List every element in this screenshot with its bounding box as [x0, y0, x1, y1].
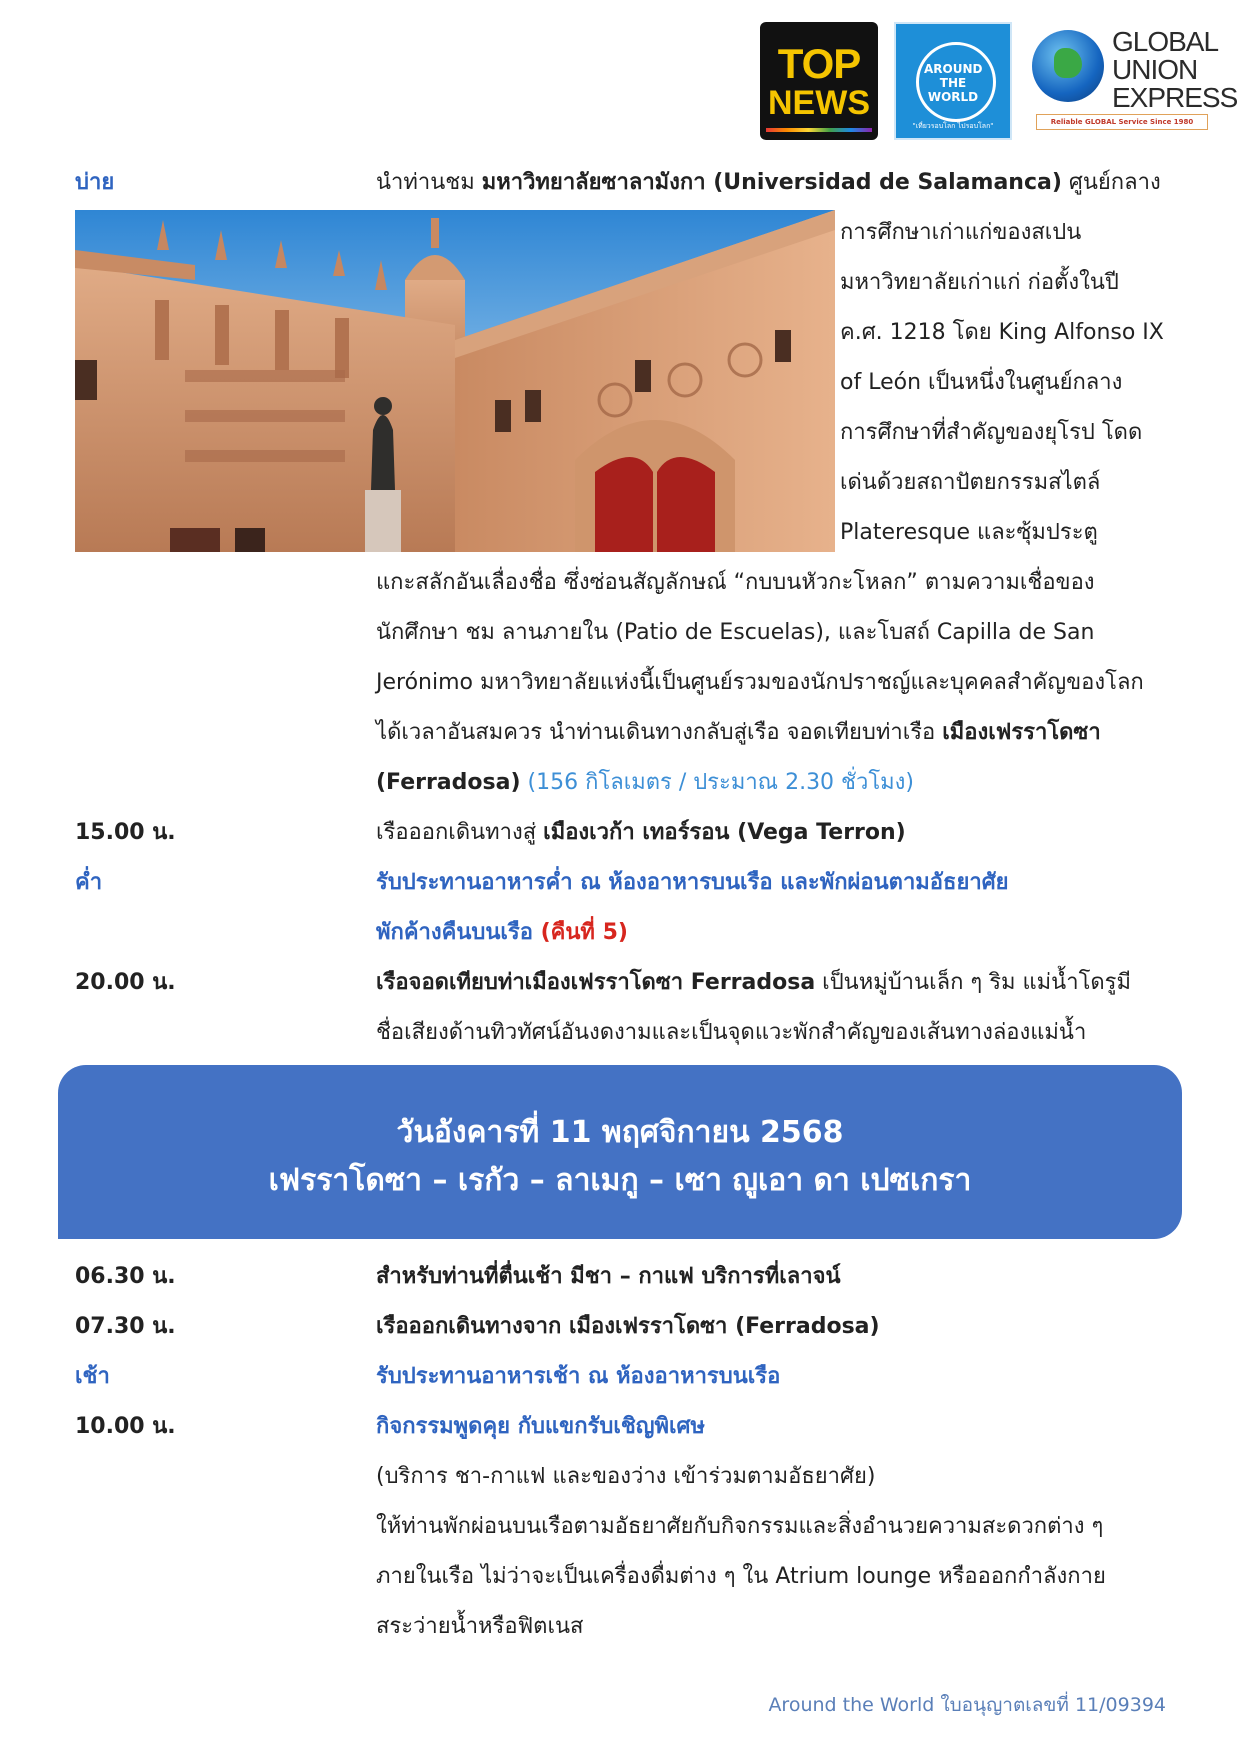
wrap-line: Plateresque และซุ้มประตู [840, 520, 1098, 545]
dock-line2: ชื่อเสียงด้านทิวทัศน์อันงดงามและเป็นจุดแวะพักสำคัญของเส้นทางล่องแม่น้ำ [376, 1020, 1087, 1045]
global-union-express-logo [1032, 22, 1238, 144]
gue-tagline: Reliable GLOBAL Service Since 1980 [1036, 114, 1208, 130]
time-1500: 15.00 น. [75, 820, 176, 845]
wrap-line: เด่นด้วยสถาปัตยกรรมสไตล์ [840, 470, 1101, 495]
gue-logo-name [1112, 28, 1237, 112]
ferradosa-city: เมืองเฟรราโดซา [942, 720, 1101, 745]
topnews-logo-news: NEWS [768, 84, 870, 122]
topnews-logo-top: TOP [777, 40, 861, 87]
vega-terron: เมืองเวก้า เทอร์รอน (Vega Terron) [543, 820, 906, 845]
header-logos [760, 22, 1238, 144]
footer-license: Around the World ใบอนุญาตเลขที่ 11/09394 [768, 1694, 1166, 1716]
intro-pre: นำท่านชม [376, 170, 482, 195]
schedule-label: 07.30 น. [75, 1314, 176, 1339]
return-line [376, 718, 1101, 748]
full-line: นักศึกษา ชม ลานภายใน (Patio de Escuelas), และโบสถ์ Capilla de San [376, 620, 1095, 645]
salamanca-university-photo [75, 210, 835, 552]
schedule-label: 10.00 น. [75, 1414, 176, 1439]
intro-post: ศูนย์กลาง [1061, 170, 1161, 195]
return-pre: ได้เวลาอันสมควร นำท่านเดินทางกลับสู่เรือ จอดเทียบท่าเรือ [376, 720, 943, 745]
night-number: (คืนที่ 5) [540, 920, 628, 945]
gue-line2: UNION [1112, 54, 1198, 85]
schedule-text: เรือออกเดินทางจาก เมืองเฟรราโดซา (Ferradosa) [376, 1314, 880, 1339]
salamanca-intro [376, 168, 1161, 198]
distance-info: (156 กิโลเมตร / ประมาณ 2.30 ชั่วโมง) [520, 770, 914, 795]
ferradosa-name: (Ferradosa) [376, 770, 521, 795]
time-2000: 20.00 น. [75, 970, 176, 995]
sail-vega-terron [376, 818, 906, 848]
overnight-line [376, 918, 628, 948]
dinner-text: รับประทานอาหารค่ำ ณ ห้องอาหารบนเรือ และพักผ่อนตามอัธยาศัย [376, 870, 1009, 895]
dinner-label: ค่ำ [75, 870, 103, 895]
day-route: เฟรราโดซา – เรกัว – ลาเมกู – เซา ญูเอา ดา เปซเกรา [268, 1163, 972, 1198]
topnews-logo [760, 22, 878, 140]
afternoon-label: บ่าย [75, 170, 115, 195]
activity-title: กิจกรรมพูดคุย กับแขกรับเชิญพิเศษ [376, 1414, 706, 1439]
sail-pre: เรือออกเดินทางสู่ [376, 820, 544, 845]
wrap-line: การศึกษาที่สำคัญของยุโรป โดด [840, 420, 1143, 445]
activity-note: สระว่ายน้ำหรือฟิตเนส [376, 1614, 584, 1639]
schedule-text: สำหรับท่านที่ตื่นเช้า มีชา – กาแฟ บริการที่เลาจน์ [376, 1264, 841, 1289]
activity-note: (บริการ ชา-กาแฟ และของว่าง เข้าร่วมตามอัธยาศัย) [376, 1464, 876, 1489]
atw-logo-text: AROUND THE WORLD [924, 62, 983, 104]
breakfast-label: เช้า [75, 1364, 110, 1389]
breakfast-text: รับประทานอาหารเช้า ณ ห้องอาหารบนเรือ [376, 1364, 781, 1389]
dock-bold: เรือจอดเทียบท่าเมืองเฟรราโดซา Ferradosa [376, 970, 816, 995]
full-line: แกะสลักอันเลื่องชื่อ ซึ่งซ่อนสัญลักษณ์ “กบบนหัวกะโหลก” ตามความเชื่อของ [376, 570, 1095, 595]
overnight-text: พักค้างคืนบนเรือ [376, 920, 541, 945]
dock-ferradosa [376, 968, 1131, 998]
around-the-world-logo [894, 22, 1012, 140]
activity-note: ภายในเรือ ไม่ว่าจะเป็นเครื่องดื่มต่าง ๆ ใน Atrium lounge หรือออกกำลังกาย [376, 1564, 1106, 1589]
day-banner [58, 1065, 1182, 1239]
rainbow-bar [766, 128, 872, 132]
wrap-line: of León เป็นหนึ่งในศูนย์กลาง [840, 370, 1123, 395]
atw-logo-tagline: "เที่ยวรอบโลก ไปรอบโลก" [912, 122, 994, 130]
gue-line1: GLOBAL [1112, 26, 1219, 57]
wrap-line: มหาวิทยาลัยเก่าแก่ ก่อตั้งในปี [840, 270, 1119, 295]
day-date: วันอังคารที่ 11 พฤศจิกายน 2568 [396, 1115, 844, 1150]
wrap-line: ค.ศ. 1218 โดย King Alfonso IX [840, 320, 1164, 345]
gue-line3: EXPRESS [1112, 82, 1238, 113]
globe-icon [1032, 30, 1104, 102]
dock-post: เป็นหมู่บ้านเล็ก ๆ ริม แม่น้ำโดรูมี [815, 970, 1131, 995]
university-name: มหาวิทยาลัยซาลามังกา (Universidad de Salamanca) [481, 170, 1062, 195]
activity-note: ให้ท่านพักผ่อนบนเรือตามอัธยาศัยกับกิจกรรมและสิ่งอำนวยความสะดวกต่าง ๆ [376, 1514, 1104, 1539]
full-line: Jerónimo มหาวิทยาลัยแห่งนี้เป็นศูนย์รวมของนักปราชญ์และบุคคลสำคัญของโลก [376, 670, 1144, 695]
schedule-label: 06.30 น. [75, 1264, 176, 1289]
distance-line [376, 768, 914, 798]
wrap-line: การศึกษาเก่าแก่ของสเปน [840, 220, 1082, 245]
